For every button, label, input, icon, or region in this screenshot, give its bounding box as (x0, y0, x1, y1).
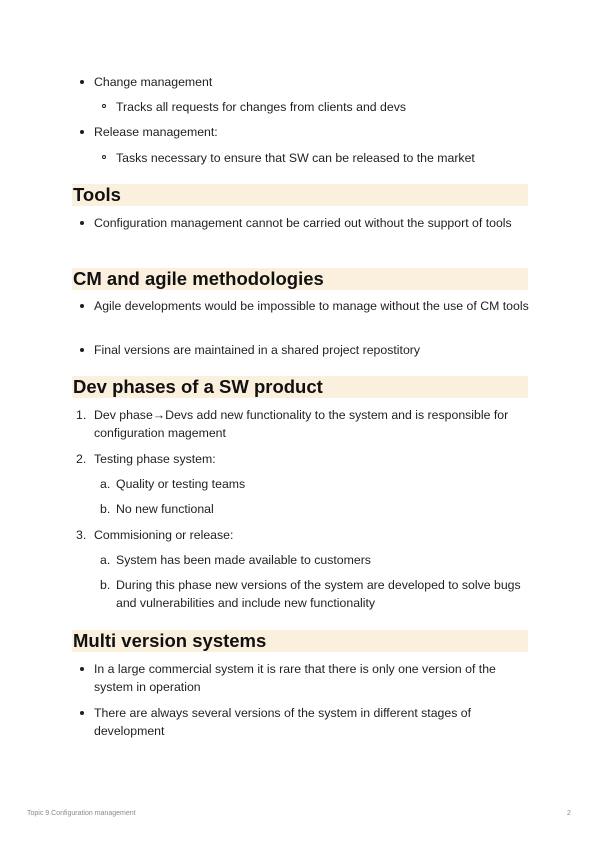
list-item: Final versions are maintained in a shared project repostitory (94, 343, 421, 357)
section-heading-phases: Dev phases of a SW product (72, 376, 528, 398)
list-item: No new functional (116, 502, 214, 516)
list-item: System has been made available to customers (116, 553, 371, 567)
section-heading-tools: Tools (72, 184, 528, 206)
list-item: Testing phase system: (94, 452, 216, 466)
section-heading-multi: Multi version systems (72, 630, 528, 652)
list-item: There are always several versions of the system in different stages of development (94, 706, 472, 738)
list-letter: b. (100, 502, 111, 516)
page-number: 2 (567, 810, 571, 817)
list-letter: b. (100, 578, 111, 592)
list-item: Release management: (94, 125, 218, 139)
hollow-bullet-icon (102, 104, 106, 108)
list-item: Commisioning or release: (94, 528, 234, 542)
list-item: In a large commercial system it is rare that there is only one version of the system in operation (94, 662, 496, 694)
list-item: Tasks necessary to ensure that SW can be released to the market (116, 151, 475, 165)
hollow-bullet-icon (102, 155, 106, 159)
bullet-icon (80, 304, 84, 308)
list-number: 2. (76, 452, 87, 466)
bullet-icon (80, 667, 84, 671)
footer-title: Topic 9.Configuration management (27, 810, 136, 817)
list-item: Agile developments would be impossible to manage without the use of CM tools (94, 299, 529, 313)
bullet-icon (80, 130, 84, 134)
list-item: During this phase new versions of the system are developed to solve bugs and vulnerabilities and include new functionality (116, 578, 521, 610)
list-letter: a. (100, 477, 111, 491)
section-heading-agile: CM and agile methodologies (72, 268, 528, 290)
bullet-icon (80, 711, 84, 715)
list-number: 1. (76, 408, 87, 422)
list-number: 3. (76, 528, 87, 542)
list-item: Quality or testing teams (116, 477, 246, 491)
list-item: Tracks all requests for changes from clients and devs (116, 100, 407, 114)
list-item: Configuration management cannot be carried out without the support of tools (94, 216, 512, 230)
list-item: Dev phase→Devs add new functionality to the system and is responsible for configuration magement (94, 408, 509, 440)
bullet-icon (80, 221, 84, 225)
list-letter: a. (100, 553, 111, 567)
bullet-icon (80, 80, 84, 84)
list-item: Change management (94, 75, 213, 89)
bullet-icon (80, 348, 84, 352)
